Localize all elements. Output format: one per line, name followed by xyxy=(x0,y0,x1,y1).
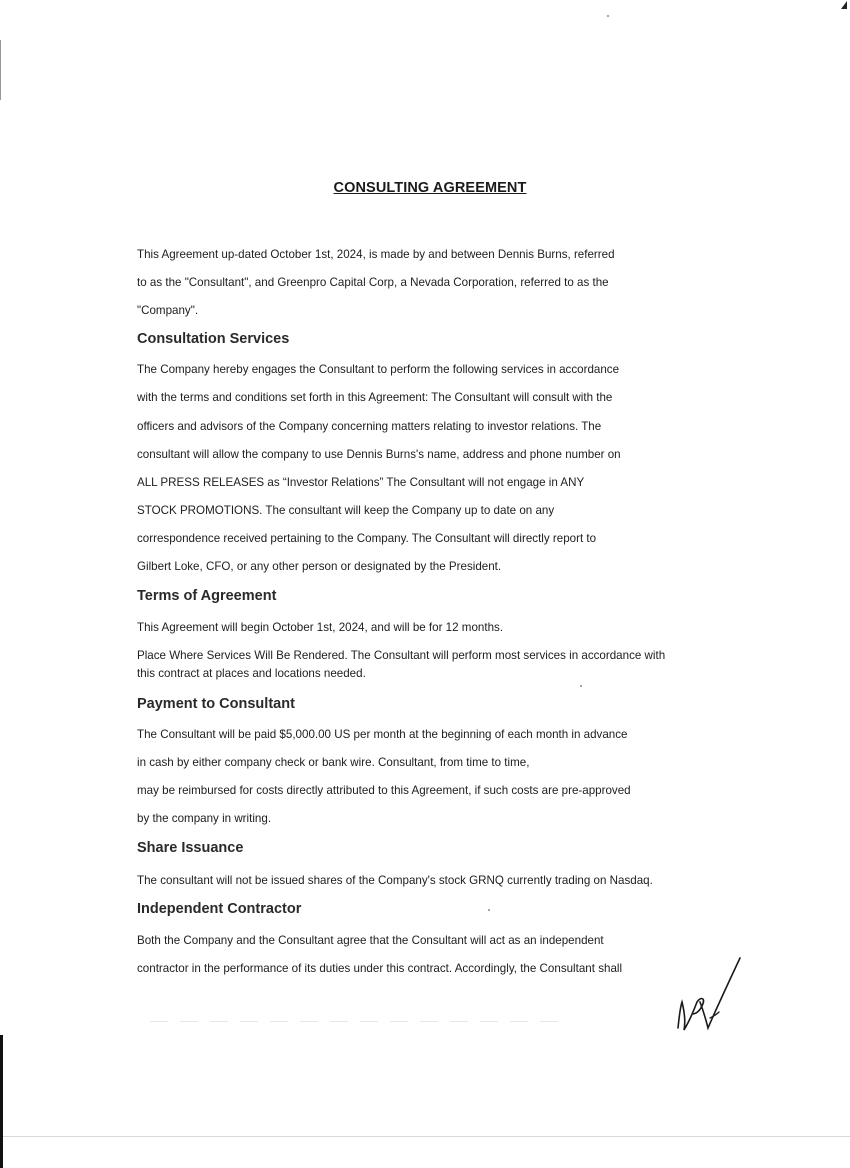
consultation-line: The Company hereby engages the Consultant to perform the following services in accordance xyxy=(137,363,620,376)
consultation-line: Gilbert Loke, CFO, or any other person or designated by the President. xyxy=(137,560,502,573)
scan-edge-mark xyxy=(0,1035,3,1168)
contractor-line: contractor in the performance of its duties under this contract. Accordingly, the Consultant shall xyxy=(137,962,623,975)
consultation-line: correspondence received pertaining to the Company. The Consultant will directly report to xyxy=(137,532,597,545)
consultation-line: officers and advisors of the Company concerning matters relating to investor relations. The xyxy=(137,420,602,433)
intro-line: to as the "Consultant", and Greenpro Capital Corp, a Nevada Corporation, referred to as the xyxy=(137,276,609,289)
consultation-line: STOCK PROMOTIONS. The consultant will keep the Company up to date on any xyxy=(137,504,555,517)
scan-speck xyxy=(488,909,490,911)
scan-speck xyxy=(580,685,582,687)
scan-edge-mark xyxy=(0,40,1,100)
consultation-line: ALL PRESS RELEASES as “Investor Relations” The Consultant will not engage in ANY xyxy=(137,476,585,489)
section-heading-consultation: Consultation Services xyxy=(137,331,290,347)
shares-line: The consultant will not be issued shares of the Company's stock GRNQ currently trading on Nasdaq. xyxy=(137,874,653,887)
section-heading-contractor: Independent Contractor xyxy=(137,901,302,917)
document-title: CONSULTING AGREEMENT xyxy=(333,180,527,196)
scan-speck xyxy=(607,15,609,17)
section-heading-terms: Terms of Agreement xyxy=(137,588,277,604)
section-heading-shares: Share Issuance xyxy=(137,840,244,856)
intro-line: "Company". xyxy=(137,304,199,317)
payment-line: The Consultant will be paid $5,000.00 US per month at the beginning of each month in advance xyxy=(137,728,628,741)
payment-line: by the company in writing. xyxy=(137,812,272,825)
payment-line: in cash by either company check or bank wire. Consultant, from time to time, xyxy=(137,756,530,769)
contractor-line: Both the Company and the Consultant agree that the Consultant will act as an independent xyxy=(137,934,604,947)
intro-line: This Agreement up-dated October 1st, 2024, is made by and between Dennis Burns, referred xyxy=(137,248,615,261)
payment-line: may be reimbursed for costs directly attributed to this Agreement, if such costs are pre-approved xyxy=(137,784,631,797)
handwritten-initials-icon xyxy=(670,950,750,1040)
scan-bottom-edge xyxy=(0,1136,850,1137)
terms-line: Place Where Services Will Be Rendered. The Consultant will perform most services in accordance with xyxy=(137,649,666,662)
faint-scan-row xyxy=(150,1021,570,1022)
section-heading-payment: Payment to Consultant xyxy=(137,696,295,712)
terms-line: this contract at places and locations needed. xyxy=(137,667,366,680)
consultation-line: consultant will allow the company to use Dennis Burns's name, address and phone number on xyxy=(137,448,621,461)
corner-mark-icon xyxy=(841,1,847,9)
terms-line: This Agreement will begin October 1st, 2024, and will be for 12 months. xyxy=(137,621,504,634)
consultation-line: with the terms and conditions set forth in this Agreement: The Consultant will consult with the xyxy=(137,391,613,404)
